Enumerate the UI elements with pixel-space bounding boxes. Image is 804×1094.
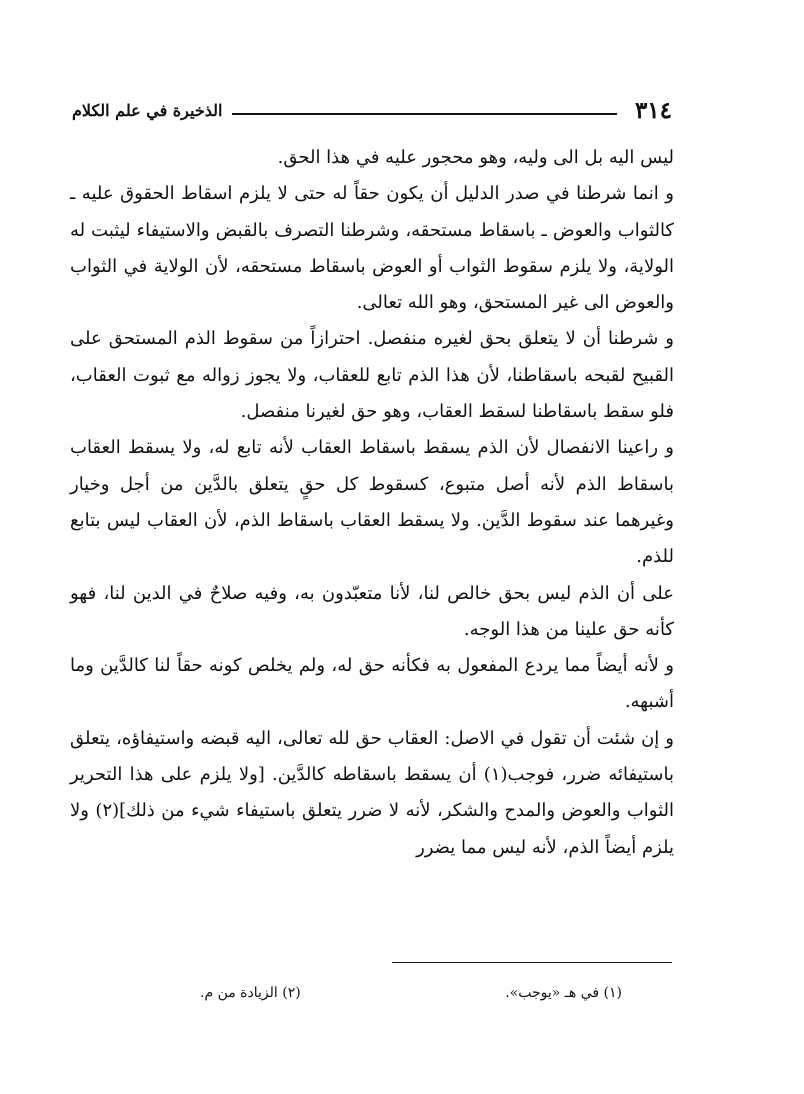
book-title: الذخيرة في علم الكلام — [72, 100, 223, 120]
page-number: ٣١٤ — [634, 97, 672, 124]
body-text — [70, 140, 674, 866]
paragraph: و شرطنا أن لا يتعلق بحق لغيره منفصل. احترازاً من سقوط الذم المستحق على القبيح لقبحه باسقاطنا، لأن هذا الذم تابع للعقاب، ولا يجوز زواله مع ثبوت العقاب، فلو سقط باسقاطنا لسقط العقاب، وهو حق لغيرنا منفصل. — [70, 328, 674, 423]
paragraph: و راعينا الانفصال لأن الذم يسقط باسقاط العقاب لأنه تابع له، ولا يسقط العقاب باسقاط الذم لأنه أصل متبوع، كسقوط كل حقٍ يتعلق بالدَّين من أجل وخيار وغيرهما عند سقوط الدَّين. ولا يسقط العقاب باسقاط الذم، لأن العقاب ليس بتابع للذم. — [70, 437, 674, 568]
paragraph: ليس اليه بل الى وليه، وهو محجور عليه في هذا الحق. — [277, 147, 674, 168]
paragraph: على أن الذم ليس بحق خالص لنا، لأنا متعبّدون به، وفيه صلاحٌ في الدين لنا، فهو كأنه حق علينا من هذا الوجه. — [70, 582, 674, 640]
footnotes — [200, 985, 622, 1001]
footnote-1: (١) في هـ «يوجب». — [505, 985, 622, 1001]
paragraph: و إن شئت أن تقول في الاصل: العقاب حق لله تعالى، اليه قبضه واستيفاؤه، يتعلق باستيفائه ضرر، فوجب(١) أن يسقط باسقاطه كالدَّين. [ولا يلزم على هذا التحرير الثواب والعوض والمدح والشكر، لأنه لا ضرر يتعلق باستيفاء شيء من ذلك](٢) ولا يلزم أيضاً الذم، لأنه ليس مما يضرر — [70, 727, 675, 858]
paragraph: و لأنه أيضاً مما يردع المفعول به فكأنه حق له، ولم يخلص كونه حقاً لنا كالدَّين وما أشبهه. — [70, 655, 674, 713]
footnote-2: (٢) الزيادة من م. — [200, 985, 301, 1001]
running-header — [72, 88, 672, 122]
footnote-separator — [392, 962, 672, 963]
paragraph: و انما شرطنا في صدر الدليل أن يكون حقاً له حتى لا يلزم اسقاط الحقوق عليه ـ كالثواب والعوض ـ باسقاط مستحقه، وشرطنا التصرف بالقبض والاستيفاء ليثبت له الولاية، ولا يلزم سقوط الثواب أو العوض باسقاط مستحقه، لأن الولاية في الثواب والعوض الى غير المستحق، وهو الله تعالى. — [70, 183, 674, 314]
header-rule — [232, 113, 616, 115]
